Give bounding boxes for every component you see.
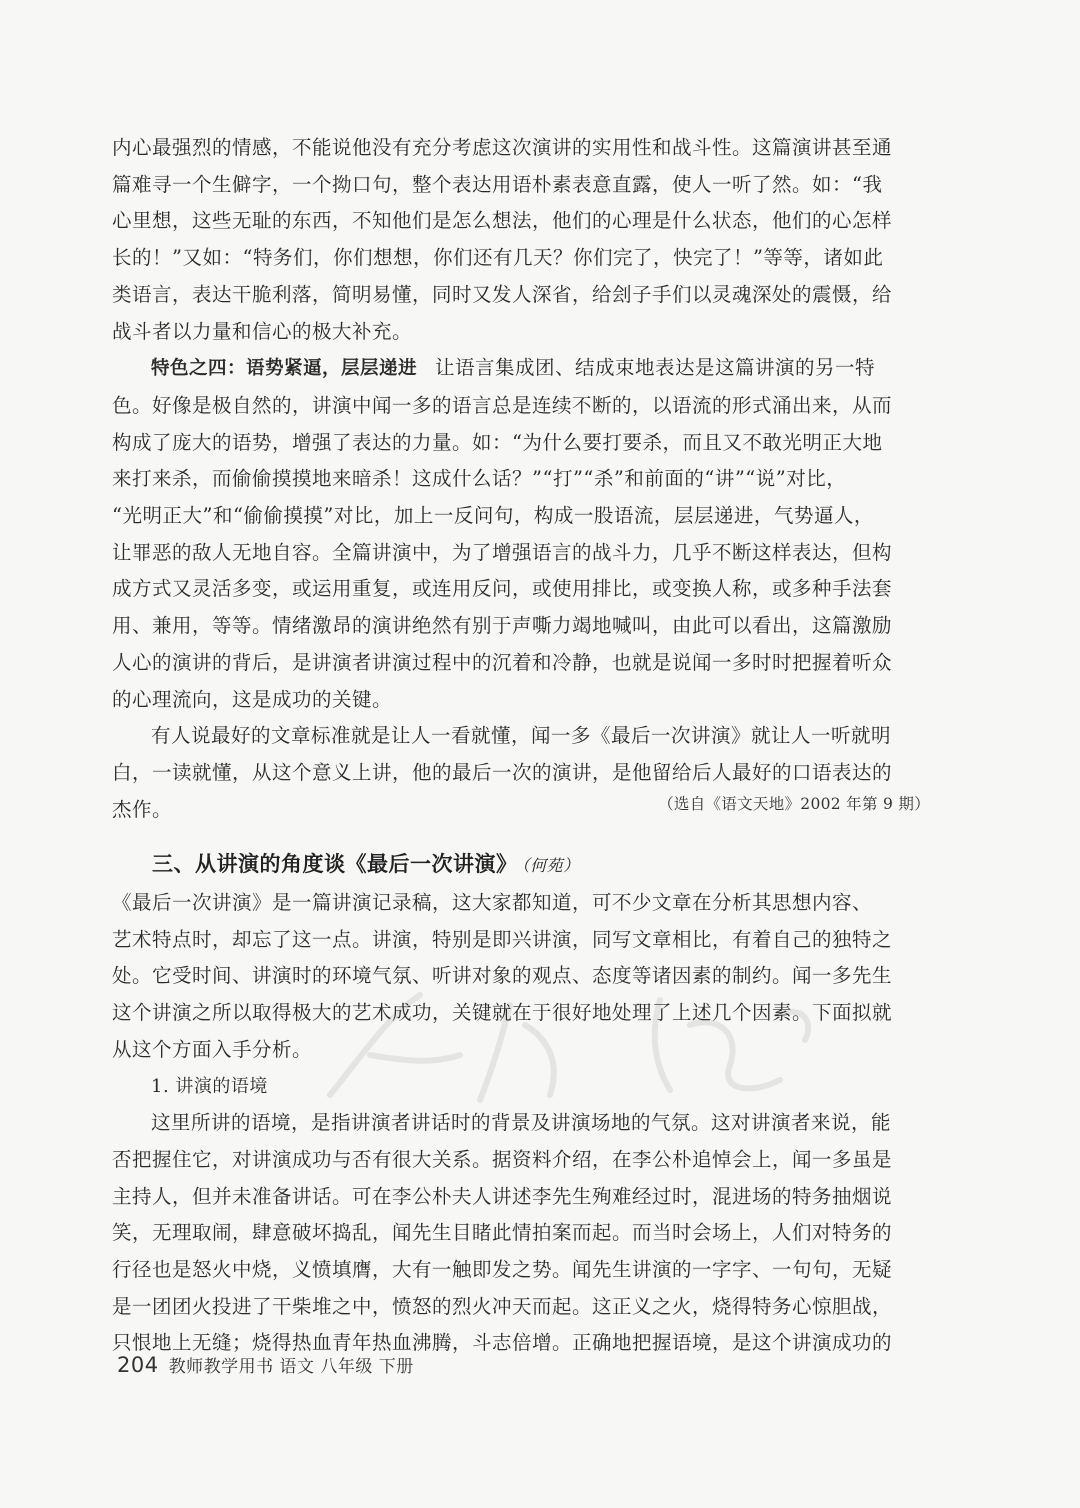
paragraph-line: “光明正大”和“偷偷摸摸”对比，加上一反问句，构成一股语流，层层递进，气势逼人， bbox=[112, 504, 874, 528]
paragraph-line: 成方式又灵活多变，或运用重复，或连用反问，或使用排比，或变换人称，或多种手法套 bbox=[112, 577, 893, 601]
paragraph-line: 行径也是怒火中烧，义愤填膺，大有一触即发之势。闻先生讲演的一字字、一句句，无疑 bbox=[112, 1258, 893, 1282]
paragraph-line: 这里所讲的语境，是指讲演者讲话时的背景及讲演场地的气氛。这对讲演者来说，能 bbox=[151, 1111, 892, 1135]
paragraph-line: 构成了庞大的语势，增强了表达的力量。如：“为什么要打要杀，而且又不敢光明正大地 bbox=[112, 430, 883, 454]
paragraph-line: 内心最强烈的情感，不能说他没有充分考虑这次演讲的实用性和战斗性。这篇演讲甚至通 bbox=[112, 136, 893, 159]
paragraph-line: 从这个方面入手分析。 bbox=[112, 1037, 313, 1061]
paragraph-line: 是一团团火投进了干柴堆之中，愤怒的烈火冲天而起。这正义之火，烧得特务心惊胆战， bbox=[112, 1294, 893, 1318]
section-heading bbox=[152, 848, 580, 878]
paragraph-line: 这个讲演之所以取得极大的艺术成功，关键就在于很好地处理了上述几个因素。下面拟就 bbox=[112, 1001, 893, 1025]
paragraph-line: 来打来杀，而偷偷摸摸地来暗杀！这成什么话？”“打”“杀”和前面的“讲”“说”对比， bbox=[112, 467, 847, 491]
paragraph-line: 主持人，但并未准备讲话。可在李公朴夫人讲述李先生殉难经过时，混进场的特务抽烟说 bbox=[112, 1184, 893, 1208]
paragraph-line: 篇难寻一个生僻字，一个拗口句，整个表达用语朴素表意直露，使人一听了然。如：“我 bbox=[112, 172, 883, 196]
paragraph-line: 用、兼用，等等。情绪激昂的演讲绝然有别于声嘶力竭地喊叫，由此可以看出，这篇激励 bbox=[112, 614, 893, 638]
paragraph-line bbox=[112, 350, 932, 388]
paragraph-line: 笑，无理取闹，肆意破坏捣乱，闻先生目睹此情拍案而起。而当时会场上，人们对特务的 bbox=[112, 1221, 893, 1245]
feature-heading: 特色之四：语势紧逼，层层递进 bbox=[151, 358, 418, 380]
paragraph-line: 只恨地上无缝；烧得热血青年热血沸腾，斗志倍增。正确地把握语境，是这个讲演成功的 bbox=[112, 1331, 893, 1355]
paragraph-line: 色。好像是极自然的，讲演中闻一多的语言总是连续不断的，以语流的形式涌出来，从而 bbox=[112, 393, 893, 417]
book-title: 教师教学用书 语文 八年级 下册 bbox=[168, 1357, 414, 1377]
paragraph-line: 有人说最好的文章标准就是让人一看就懂，闻一多《最后一次讲演》就让人一听就明 bbox=[151, 724, 892, 748]
paragraph-line: 处。它受时间、讲演时的环境气氛、听讲对象的观点、态度等诸因素的制约。闻一多先生 bbox=[112, 964, 893, 988]
lower-text-block bbox=[112, 885, 932, 1362]
paragraph-line: 战斗者以力量和信心的极大补充。 bbox=[112, 319, 413, 343]
source-citation: （选自《语文天地》2002 年第 9 期） bbox=[658, 795, 930, 813]
section-author: （何苑） bbox=[521, 856, 580, 875]
paragraph-line: 否把握住它，对讲演成功与否有很大关系。据资料介绍，在李公朴追悼会上，闻一多虽是 bbox=[112, 1147, 893, 1171]
section-title-text: 三、从讲演的角度谈《最后一次讲演》 bbox=[152, 852, 518, 876]
paragraph-line: 的心理流向，这是成功的关键。 bbox=[112, 687, 393, 711]
upper-text-block bbox=[112, 130, 932, 828]
paragraph-line: 《最后一次讲演》是一篇讲演记录稿，这大家都知道，可不少文章在分析其思想内容、 bbox=[112, 891, 873, 914]
paragraph-line: 长的！”又如：“特务们，你们想想，你们还有几天？你们完了，快完了！”等等，诸如此 bbox=[112, 246, 884, 270]
paragraph-line: 人心的演讲的背后，是讲演者讲演过程中的沉着和冷静，也就是说闻一多时时把握着听众 bbox=[112, 650, 893, 674]
paragraph-text: 让语言集成团、结成束地表达是这篇讲演的另一特 bbox=[435, 356, 876, 380]
page-footer bbox=[117, 1352, 414, 1377]
paragraph-line: 艺术特点时，却忘了这一点。讲演，特别是即兴讲演，同写文章相比，有着自己的独特之 bbox=[112, 927, 893, 951]
paragraph-line: 让罪恶的敌人无地自容。全篇讲演中，为了增强语言的战斗力，几乎不断这样表达，但构 bbox=[112, 540, 893, 564]
subsection-heading: 1. 讲演的语境 bbox=[151, 1075, 268, 1097]
paragraph-line: 类语言，表达干脆利落，简明易懂，同时又发人深省，给刽子手们以灵魂深处的震慑，给 bbox=[112, 282, 893, 306]
paragraph-line: 杰作。 bbox=[112, 797, 173, 821]
paragraph-line: 心里想，这些无耻的东西，不知他们是怎么想法，他们的心理是什么状态，他们的心怎样 bbox=[112, 209, 893, 233]
paragraph-line: 白，一读就懂，从这个意义上讲，他的最后一次的演讲，是他留给后人最好的口语表达的 bbox=[112, 760, 893, 784]
page-number: 204 bbox=[117, 1353, 159, 1377]
